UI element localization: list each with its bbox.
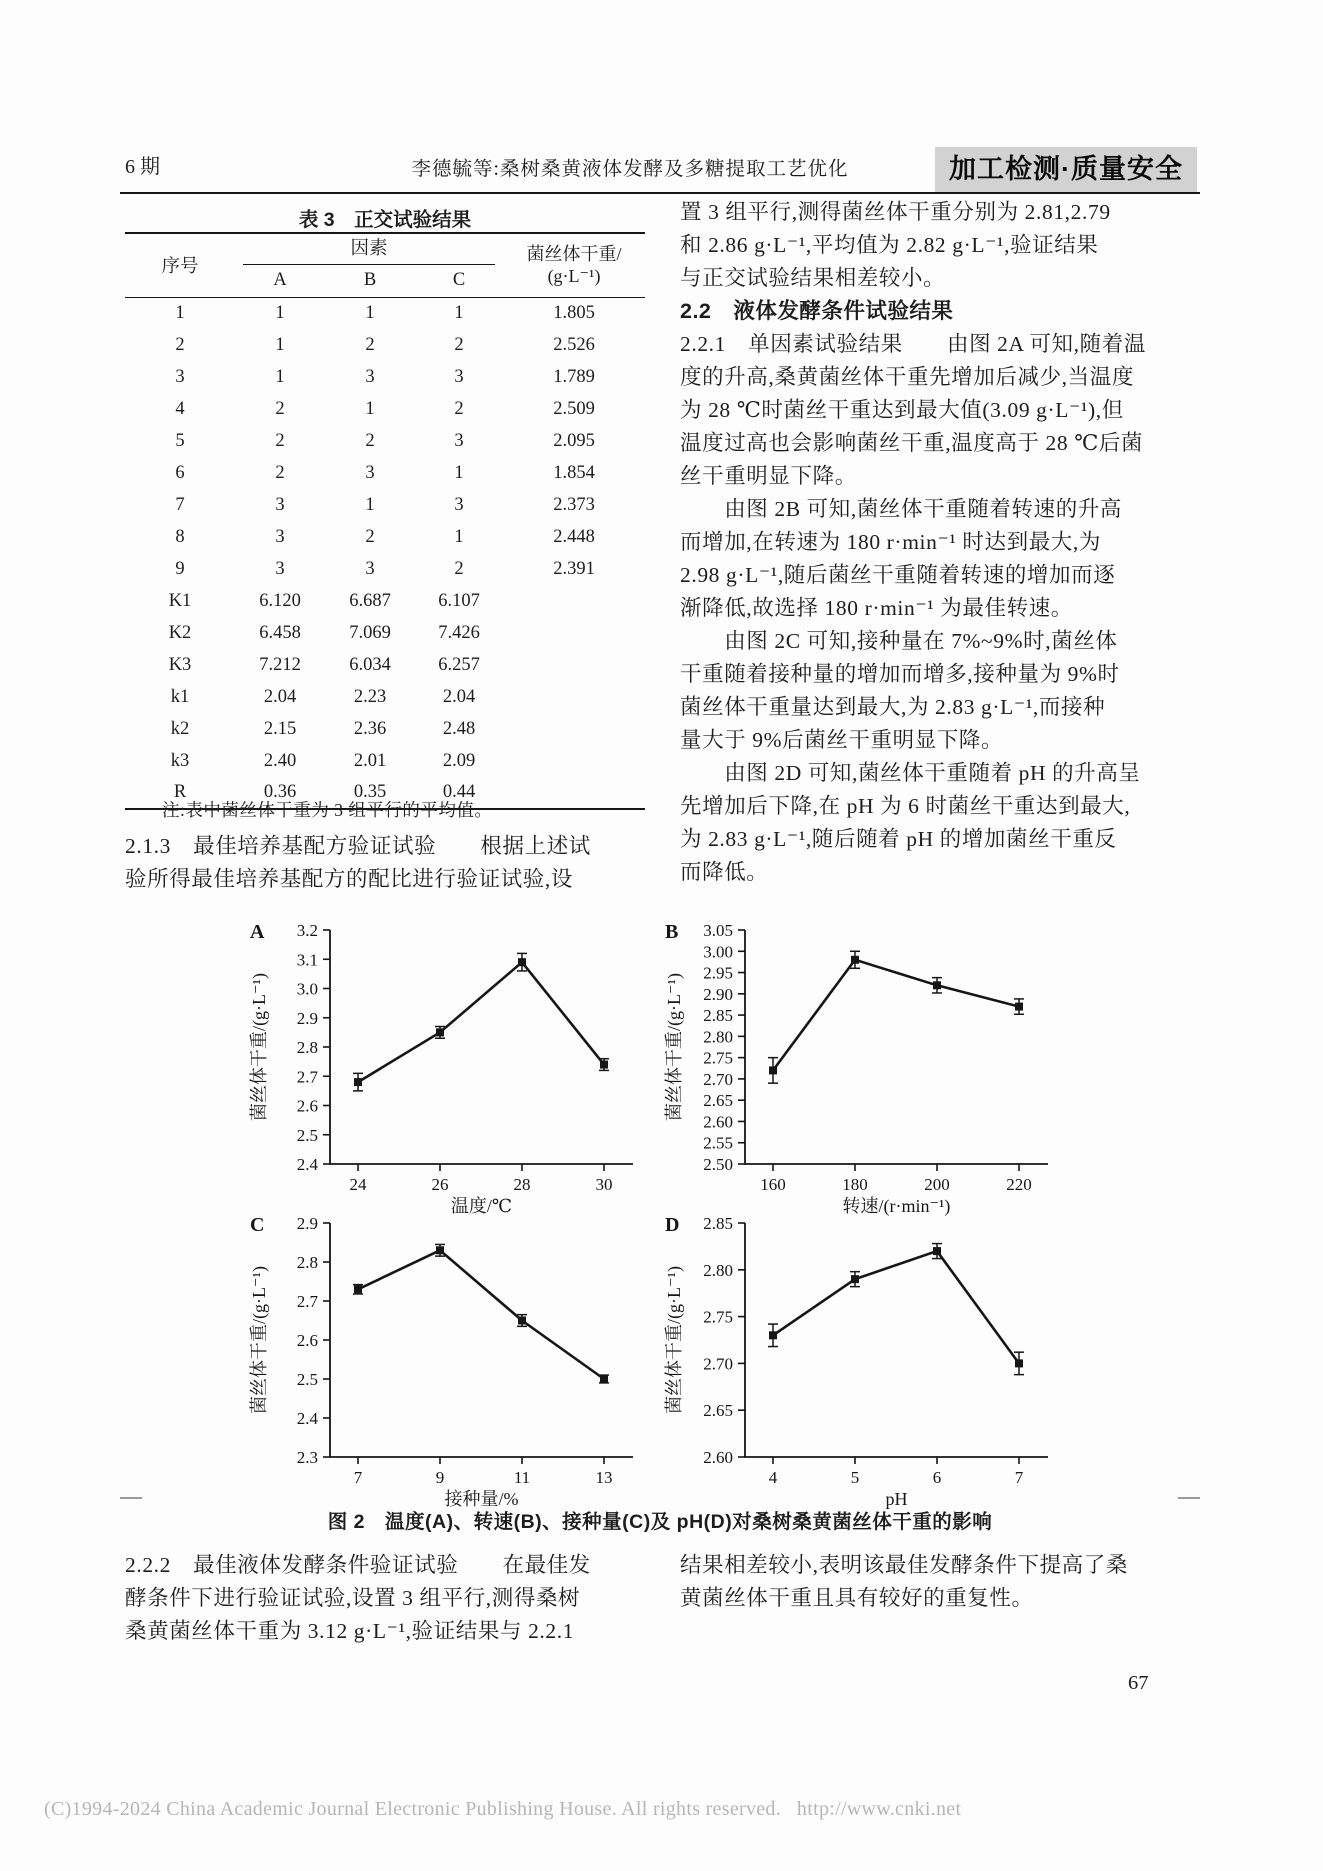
svg-text:13: 13: [595, 1468, 613, 1487]
cell-a: 7.212: [259, 654, 301, 675]
cell-b: 6.034: [349, 654, 391, 675]
svg-text:2.75: 2.75: [703, 1048, 733, 1068]
section-banner: 加工检测·质量安全: [935, 147, 1197, 192]
cell-weight: [503, 617, 645, 649]
text-line: 量大于 9%后菌丝干重明显下降。: [680, 728, 1004, 752]
table-3-body: [125, 297, 645, 809]
cell-weight: [503, 777, 645, 809]
cell-a: 2: [275, 430, 285, 451]
text-line: 结果相差较小,表明该最佳发酵条件下提高了桑: [680, 1553, 1128, 1577]
text-line: 为 28 ℃时菌丝干重达到最大值(3.09 g·L⁻¹),但: [680, 398, 1124, 422]
cell-seq: k1: [170, 686, 190, 707]
cell-c: 1: [454, 462, 464, 483]
cell-c: 2.04: [442, 686, 476, 707]
cell-c: 2: [454, 334, 464, 355]
svg-text:2.75: 2.75: [703, 1307, 733, 1327]
text-line: 黄菌丝体干重且具有较好的重复性。: [680, 1586, 1034, 1610]
svg-text:温度/℃: 温度/℃: [450, 1196, 513, 1216]
factor-group-label: 因素: [243, 234, 495, 265]
cell-weight: 2.509: [553, 398, 595, 419]
svg-text:2.6: 2.6: [296, 1331, 318, 1350]
svg-text:2.50: 2.50: [703, 1155, 733, 1174]
cell-a: 2.04: [263, 686, 297, 707]
cell-seq: 2: [175, 334, 185, 355]
svg-text:2.65: 2.65: [703, 1401, 733, 1421]
svg-text:2.5: 2.5: [296, 1370, 318, 1389]
cell-b: 1: [365, 302, 375, 323]
table-row: [125, 745, 645, 777]
copyright-footer: (C)1994-2024 China Academic Journal Electronic Publishing House. All rights reserved. http://www.cnki.net: [44, 1798, 962, 1820]
cell-seq: 4: [175, 398, 185, 419]
table-row: [125, 585, 645, 617]
svg-text:26: 26: [431, 1175, 449, 1194]
cell-c: 1: [454, 526, 464, 547]
svg-text:2.65: 2.65: [703, 1091, 733, 1111]
table-row: [125, 553, 645, 585]
heading-2-2: 2.2 液体发酵条件试验结果: [680, 299, 954, 323]
cell-seq: K2: [168, 622, 192, 643]
chart-panel-D: [650, 1205, 1080, 1517]
cell-c: 2.09: [442, 750, 476, 771]
svg-text:4: 4: [768, 1468, 778, 1487]
cell-weight: 2.391: [553, 558, 595, 579]
cell-b: 7.069: [349, 622, 391, 643]
svg-text:3.05: 3.05: [703, 921, 733, 940]
svg-text:2.60: 2.60: [703, 1112, 733, 1132]
cell-a: 0.36: [263, 782, 297, 802]
cell-a: 2.40: [263, 750, 297, 771]
svg-text:220: 220: [1006, 1175, 1032, 1194]
text-line: 先增加后下降,在 pH 为 6 时菌丝干重达到最大,: [680, 794, 1131, 818]
svg-text:2.7: 2.7: [296, 1292, 318, 1311]
chart-panel-A: [235, 912, 665, 1224]
svg-text:D: D: [665, 1214, 680, 1236]
svg-text:2.80: 2.80: [703, 1027, 733, 1047]
text-line: 与正交试验结果相差较小。: [680, 266, 946, 290]
cell-b: 2: [365, 430, 375, 451]
svg-text:5: 5: [850, 1468, 860, 1487]
figure-2-caption: 图 2 温度(A)、转速(B)、接种量(C)及 pH(D)对桑树桑黄菌丝体干重的影响: [327, 1511, 993, 1533]
col-header-A: A: [273, 270, 287, 291]
table-row: [125, 713, 645, 745]
cell-weight: [503, 585, 645, 617]
cell-a: 6.458: [259, 622, 301, 643]
cell-seq: 3: [175, 366, 185, 387]
para-figure-2c: [680, 625, 1214, 757]
svg-text:3.00: 3.00: [703, 942, 733, 962]
svg-text:2.80: 2.80: [703, 1260, 733, 1280]
svg-text:2.95: 2.95: [703, 963, 733, 983]
header-rule: [120, 192, 1200, 194]
svg-text:7: 7: [1014, 1468, 1024, 1487]
table-3: [125, 232, 645, 810]
svg-text:2.6: 2.6: [296, 1096, 318, 1116]
weight-header-line1: 菌丝体干重/: [526, 243, 622, 264]
cell-a: 2.15: [263, 718, 297, 739]
table-row: [125, 425, 645, 457]
table-row: [125, 393, 645, 425]
text-line: 桑黄菌丝体干重为 3.12 g·L⁻¹,验证结果与 2.2.1: [125, 1619, 575, 1643]
cell-a: 2: [275, 398, 285, 419]
svg-text:菌丝体干重/(g·L⁻¹): 菌丝体干重/(g·L⁻¹): [249, 1266, 269, 1414]
cell-b: 1: [365, 494, 375, 515]
cell-b: 0.35: [353, 782, 387, 802]
svg-text:2.90: 2.90: [703, 984, 733, 1004]
svg-text:6: 6: [932, 1468, 942, 1487]
svg-text:2.4: 2.4: [296, 1155, 318, 1174]
cell-a: 3: [275, 526, 285, 547]
table-row: [125, 617, 645, 649]
para-verification: [680, 196, 1214, 295]
svg-text:30: 30: [595, 1175, 613, 1194]
text-line: 2.98 g·L⁻¹,随后菌丝干重随着转速的增加而逐: [680, 563, 1116, 587]
cell-c: 2: [454, 398, 464, 419]
table-row: [125, 361, 645, 393]
cell-weight: 2.373: [553, 494, 595, 515]
weight-header-line2: (g·L⁻¹): [547, 266, 601, 287]
text-line: 由图 2C 可知,接种量在 7%~9%时,菌丝体: [680, 629, 1118, 653]
cell-b: 2.01: [353, 750, 387, 771]
svg-text:3.2: 3.2: [296, 921, 318, 940]
cell-seq: 9: [175, 558, 185, 579]
svg-text:2.70: 2.70: [703, 1069, 733, 1089]
text-line: 而降低。: [680, 860, 769, 884]
cell-a: 2: [275, 462, 285, 483]
chart-panel-B: [650, 912, 1080, 1224]
col-header-factor-group: [235, 233, 503, 265]
cell-b: 6.687: [349, 590, 391, 611]
text-line: 2.1.3 最佳培养基配方验证试验 根据上述试: [125, 834, 591, 858]
cell-b: 2: [365, 526, 375, 547]
cell-a: 1: [275, 366, 285, 387]
table-row: [125, 521, 645, 553]
cell-a: 1: [275, 334, 285, 355]
col-header-seq: 序号: [161, 257, 199, 278]
text-line: 温度过高也会影响菌丝干重,温度高于 28 ℃后菌: [680, 431, 1144, 455]
cell-seq: K3: [168, 654, 192, 675]
cell-seq: 1: [175, 302, 185, 323]
issue-number: 6 期: [125, 156, 160, 178]
cell-seq: K1: [168, 590, 192, 611]
para-2-2-2-left: [125, 1549, 659, 1648]
text-line: 由图 2B 可知,菌丝体干重随着转速的升高: [680, 497, 1123, 521]
cell-b: 1: [365, 398, 375, 419]
table-row: [125, 329, 645, 361]
text-line: 2.2.2 最佳液体发酵条件验证试验 在最佳发: [125, 1553, 591, 1577]
cell-c: 1: [454, 302, 464, 323]
svg-text:7: 7: [353, 1468, 363, 1487]
cell-b: 2.36: [353, 718, 387, 739]
text-line: 酵条件下进行验证试验,设置 3 组平行,测得桑树: [125, 1586, 581, 1610]
cell-b: 3: [365, 558, 375, 579]
svg-text:2.85: 2.85: [703, 1006, 733, 1026]
col-header-weight: [503, 233, 645, 297]
cell-seq: R: [173, 782, 187, 802]
text-line: 2.2.1 单因素试验结果 由图 2A 可知,随着温: [680, 332, 1146, 356]
running-title: 李德毓等:桑树桑黄液体发酵及多糖提取工艺优化: [411, 159, 849, 180]
right-column: [680, 196, 1214, 889]
svg-text:180: 180: [842, 1175, 868, 1194]
page-number: 67: [1128, 1672, 1149, 1694]
cell-weight: 1.789: [553, 366, 595, 387]
para-2-2-1: [680, 328, 1214, 493]
margin-mark-right: [1178, 1497, 1200, 1499]
cell-seq: k2: [170, 718, 190, 739]
cell-seq: 5: [175, 430, 185, 451]
svg-text:2.85: 2.85: [703, 1214, 733, 1233]
para-2-2-2-right: [680, 1549, 1214, 1615]
cell-c: 3: [454, 366, 464, 387]
cell-b: 2: [365, 334, 375, 355]
para-figure-2d: [680, 757, 1214, 889]
svg-text:11: 11: [513, 1468, 531, 1487]
cell-c: 6.107: [438, 590, 480, 611]
svg-text:2.70: 2.70: [703, 1354, 733, 1374]
svg-text:A: A: [250, 921, 265, 943]
cell-c: 7.426: [438, 622, 480, 643]
cell-weight: [503, 649, 645, 681]
svg-text:9: 9: [435, 1468, 445, 1487]
svg-text:2.3: 2.3: [296, 1448, 318, 1467]
cell-c: 6.257: [438, 654, 480, 675]
table-3-note: 注:表中菌丝体干重为 3 组平行的平均值。: [162, 800, 493, 820]
margin-mark-left: [120, 1497, 142, 1499]
cell-b: 2.23: [353, 686, 387, 707]
cell-a: 3: [275, 558, 285, 579]
cell-weight: 1.805: [553, 302, 595, 323]
cell-a: 6.120: [259, 590, 301, 611]
cell-a: 1: [275, 302, 285, 323]
text-line: 为 2.83 g·L⁻¹,随后随着 pH 的增加菌丝干重反: [680, 827, 1117, 851]
svg-text:转速/(r·min⁻¹): 转速/(r·min⁻¹): [842, 1196, 951, 1216]
cell-seq: 7: [175, 494, 185, 515]
cell-b: 3: [365, 462, 375, 483]
cell-weight: 2.526: [553, 334, 595, 355]
cell-seq: k3: [170, 750, 190, 771]
text-line: 置 3 组平行,测得菌丝体干重分别为 2.81,2.79: [680, 200, 1111, 224]
svg-text:3.0: 3.0: [296, 979, 318, 999]
svg-text:菌丝体干重/(g·L⁻¹): 菌丝体干重/(g·L⁻¹): [664, 973, 684, 1121]
cell-weight: 2.448: [553, 526, 595, 547]
cell-weight: [503, 713, 645, 745]
svg-text:200: 200: [924, 1175, 950, 1194]
svg-text:C: C: [250, 1214, 265, 1236]
cell-b: 3: [365, 366, 375, 387]
svg-text:2.8: 2.8: [296, 1253, 318, 1272]
cell-c: 2.48: [442, 718, 476, 739]
text-line: 而增加,在转速为 180 r·min⁻¹ 时达到最大,为: [680, 530, 1101, 554]
table-row: [125, 649, 645, 681]
cell-weight: 1.854: [553, 462, 595, 483]
svg-text:2.55: 2.55: [703, 1133, 733, 1153]
svg-text:2.9: 2.9: [296, 1008, 318, 1028]
svg-text:160: 160: [760, 1175, 786, 1194]
svg-text:2.8: 2.8: [296, 1038, 318, 1057]
text-line: 和 2.86 g·L⁻¹,平均值为 2.82 g·L⁻¹,验证结果: [680, 233, 1099, 257]
cell-c: 3: [454, 430, 464, 451]
cell-c: 0.44: [442, 782, 476, 802]
table-row: [125, 489, 645, 521]
col-header-C: C: [452, 270, 466, 291]
text-line: 度的升高,桑黄菌丝体干重先增加后减少,当温度: [680, 365, 1134, 389]
cell-seq: 6: [175, 462, 185, 483]
table-header-row-1: [125, 233, 645, 265]
chart-panel-C: [235, 1205, 665, 1517]
col-header-B: B: [363, 270, 377, 291]
para-figure-2b: [680, 493, 1214, 625]
text-line: 验所得最佳培养基配方的配比进行验证试验,设: [125, 867, 573, 891]
svg-text:B: B: [665, 921, 679, 943]
svg-text:菌丝体干重/(g·L⁻¹): 菌丝体干重/(g·L⁻¹): [664, 1266, 684, 1414]
svg-text:2.5: 2.5: [296, 1125, 318, 1145]
para-2-1-3: [125, 830, 659, 896]
svg-text:接种量/%: 接种量/%: [444, 1489, 519, 1509]
cell-weight: [503, 745, 645, 777]
svg-text:pH: pH: [885, 1489, 908, 1509]
text-line: 渐降低,故选择 180 r·min⁻¹ 为最佳转速。: [680, 596, 1073, 620]
text-line: 干重随着接种量的增加而增多,接种量为 9%时: [680, 662, 1120, 686]
svg-text:2.9: 2.9: [296, 1214, 318, 1233]
cell-weight: 2.095: [553, 430, 595, 451]
text-line: 由图 2D 可知,菌丝体干重随着 pH 的升高呈: [680, 761, 1141, 785]
svg-text:菌丝体干重/(g·L⁻¹): 菌丝体干重/(g·L⁻¹): [249, 973, 269, 1121]
svg-text:3.1: 3.1: [296, 950, 318, 970]
svg-text:2.60: 2.60: [703, 1448, 733, 1467]
cell-seq: 8: [175, 526, 185, 547]
svg-text:24: 24: [349, 1175, 367, 1194]
svg-text:28: 28: [513, 1175, 531, 1194]
cell-c: 3: [454, 494, 464, 515]
table-row: [125, 681, 645, 713]
text-line: 菌丝体干重量达到最大,为 2.83 g·L⁻¹,而接种: [680, 695, 1106, 719]
table-row: [125, 457, 645, 489]
cell-weight: [503, 681, 645, 713]
table-row: [125, 297, 645, 329]
svg-text:2.4: 2.4: [296, 1409, 318, 1428]
text-line: 丝干重明显下降。: [680, 464, 857, 488]
svg-text:2.7: 2.7: [296, 1067, 318, 1087]
cell-a: 3: [275, 494, 285, 515]
table-3-title: 表 3 正交试验结果: [298, 209, 472, 231]
cell-c: 2: [454, 558, 464, 579]
